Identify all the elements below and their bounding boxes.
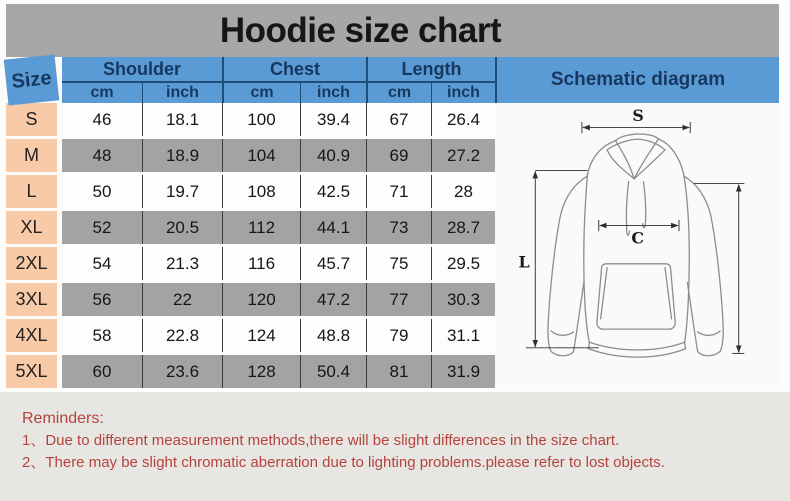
value-cell: 39.4 — [300, 103, 366, 136]
value-cell: 124 — [222, 319, 300, 352]
table-row — [6, 211, 495, 244]
value-cell: 52 — [62, 211, 142, 244]
reminders-block — [22, 408, 665, 474]
value-cell: 71 — [366, 175, 431, 208]
dim-label-shoulder: S — [632, 107, 644, 125]
column-header-length: Length — [366, 57, 495, 83]
value-cell: 56 — [62, 283, 142, 316]
column-header-chest: Chest — [222, 57, 366, 83]
schematic-header: Schematic diagram — [495, 57, 779, 103]
value-cell: 22 — [142, 283, 222, 316]
column-header-shoulder: Shoulder — [62, 57, 222, 83]
unit-header-length-cm: cm — [366, 83, 431, 103]
table-row — [6, 175, 495, 208]
value-cell: 108 — [222, 175, 300, 208]
value-cell: 30.3 — [431, 283, 495, 316]
value-cell: 120 — [222, 283, 300, 316]
value-cell: 48 — [62, 139, 142, 172]
schematic-diagram-area — [495, 103, 779, 391]
value-cell: 47.2 — [300, 283, 366, 316]
value-cell: 112 — [222, 211, 300, 244]
value-cell: 20.5 — [142, 211, 222, 244]
table-row — [6, 139, 495, 172]
size-cell: L — [6, 175, 57, 208]
table-row — [6, 319, 495, 352]
value-cell: 28.7 — [431, 211, 495, 244]
reminder-item: 1、Due to different measurement methods,there will be slight differences in the size chart. — [22, 432, 620, 449]
value-cell: 77 — [366, 283, 431, 316]
dimension-lines — [518, 107, 744, 353]
size-cell: XL — [6, 211, 57, 244]
dim-label-chest: C — [631, 228, 645, 248]
size-cell: 4XL — [6, 319, 57, 352]
value-cell: 58 — [62, 319, 142, 352]
unit-header-shoulder-inch: inch — [142, 83, 222, 103]
table-units-header-row — [6, 83, 495, 103]
value-cell: 44.1 — [300, 211, 366, 244]
value-cell: 69 — [366, 139, 431, 172]
value-cell: 46 — [62, 103, 142, 136]
unit-header-length-inch: inch — [431, 83, 495, 103]
size-cell: 5XL — [6, 355, 57, 388]
value-cell: 21.3 — [142, 247, 222, 280]
value-cell: 100 — [222, 103, 300, 136]
hoodie-diagram — [501, 107, 773, 387]
value-cell: 31.9 — [431, 355, 495, 388]
value-cell: 27.2 — [431, 139, 495, 172]
value-cell: 67 — [366, 103, 431, 136]
value-cell: 31.1 — [431, 319, 495, 352]
table-group-header-row — [6, 57, 495, 83]
value-cell: 79 — [366, 319, 431, 352]
value-cell: 40.9 — [300, 139, 366, 172]
value-cell: 116 — [222, 247, 300, 280]
table-row — [6, 355, 495, 388]
unit-header-chest-inch: inch — [300, 83, 366, 103]
size-cell: M — [6, 139, 57, 172]
footer-area — [0, 392, 790, 501]
value-cell: 42.5 — [300, 175, 366, 208]
reminders-heading: Reminders: — [22, 410, 104, 427]
value-cell: 54 — [62, 247, 142, 280]
value-cell: 18.1 — [142, 103, 222, 136]
value-cell: 50.4 — [300, 355, 366, 388]
schematic-panel — [495, 57, 779, 391]
value-cell: 19.7 — [142, 175, 222, 208]
table-row — [6, 283, 495, 316]
value-cell: 23.6 — [142, 355, 222, 388]
value-cell: 75 — [366, 247, 431, 280]
dim-label-length: L — [518, 252, 530, 272]
value-cell: 60 — [62, 355, 142, 388]
value-cell: 28 — [431, 175, 495, 208]
value-cell: 104 — [222, 139, 300, 172]
size-chart-table — [6, 57, 495, 391]
value-cell: 48.8 — [300, 319, 366, 352]
value-cell: 128 — [222, 355, 300, 388]
size-cell: 3XL — [6, 283, 57, 316]
value-cell: 50 — [62, 175, 142, 208]
size-cell: 2XL — [6, 247, 57, 280]
column-header-size: Size — [4, 54, 60, 105]
value-cell: 22.8 — [142, 319, 222, 352]
reminder-item: 2、There may be slight chromatic aberration due to lighting problems.please refer to lost objects. — [22, 454, 665, 471]
unit-header-chest-cm: cm — [222, 83, 300, 103]
value-cell: 81 — [366, 355, 431, 388]
value-cell: 26.4 — [431, 103, 495, 136]
table-row — [6, 247, 495, 280]
page-title: Hoodie size chart — [6, 4, 779, 57]
value-cell: 29.5 — [431, 247, 495, 280]
unit-header-shoulder-cm: cm — [62, 83, 142, 103]
value-cell: 45.7 — [300, 247, 366, 280]
size-cell: S — [6, 103, 57, 136]
value-cell: 73 — [366, 211, 431, 244]
value-cell: 18.9 — [142, 139, 222, 172]
table-row — [6, 103, 495, 136]
